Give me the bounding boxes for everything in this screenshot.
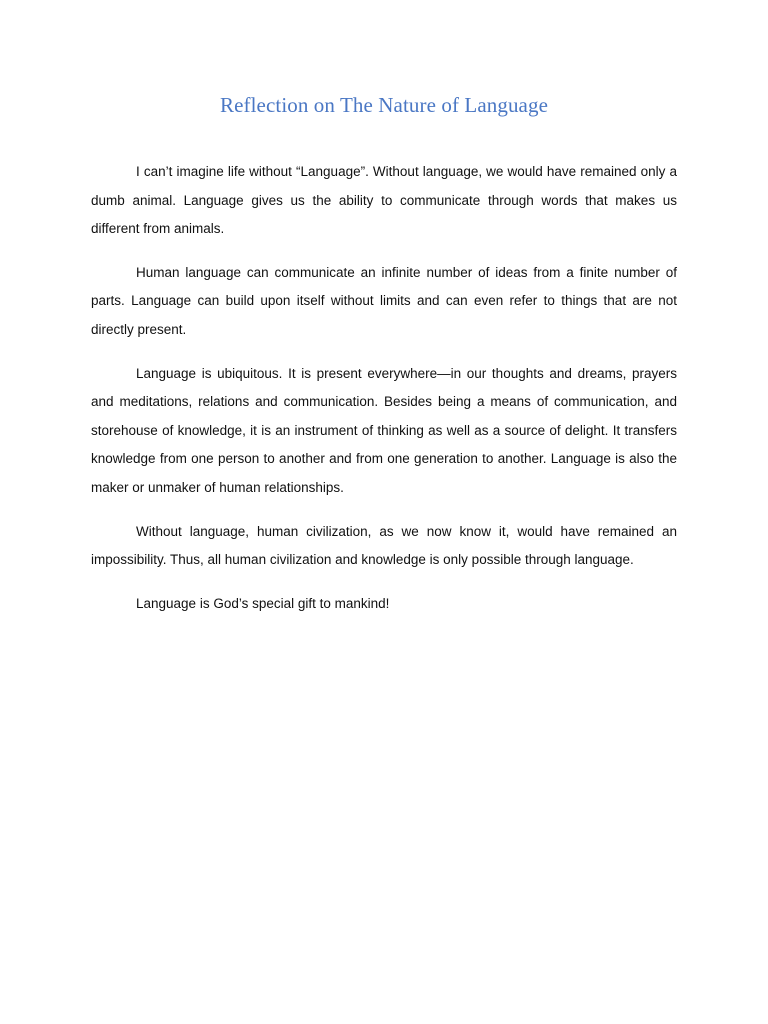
document-title: Reflection on The Nature of Language [219,93,548,117]
paragraph-1: I can’t imagine life without “Language”. Without language, we would have remained only a dumb animal. Language gives us the ability to communicate through words that makes us different from animals. [91,164,677,237]
document-body [91,158,677,633]
paragraph-5: Language is God’s special gift to mankind! [136,595,390,611]
paragraph-2: Human language can communicate an infinite number of ideas from a finite number of parts. Language can build upon itself without limits and can even refer to things that are not directly present. [91,264,677,337]
paragraph-3: Language is ubiquitous. It is present everywhere—in our thoughts and dreams, prayers and meditations, relations and communication. Besides being a means of communication, and storehouse of knowledge, it is an instrument of thinking as well as a source of delight. It transfers knowledge from one person to another and from one generation to another. Language is also the maker or unmaker of human relationships. [91,365,677,495]
paragraph-4: Without language, human civilization, as we now know it, would have remained an impossibility. Thus, all human civilization and knowledge is only possible through language. [91,523,677,568]
